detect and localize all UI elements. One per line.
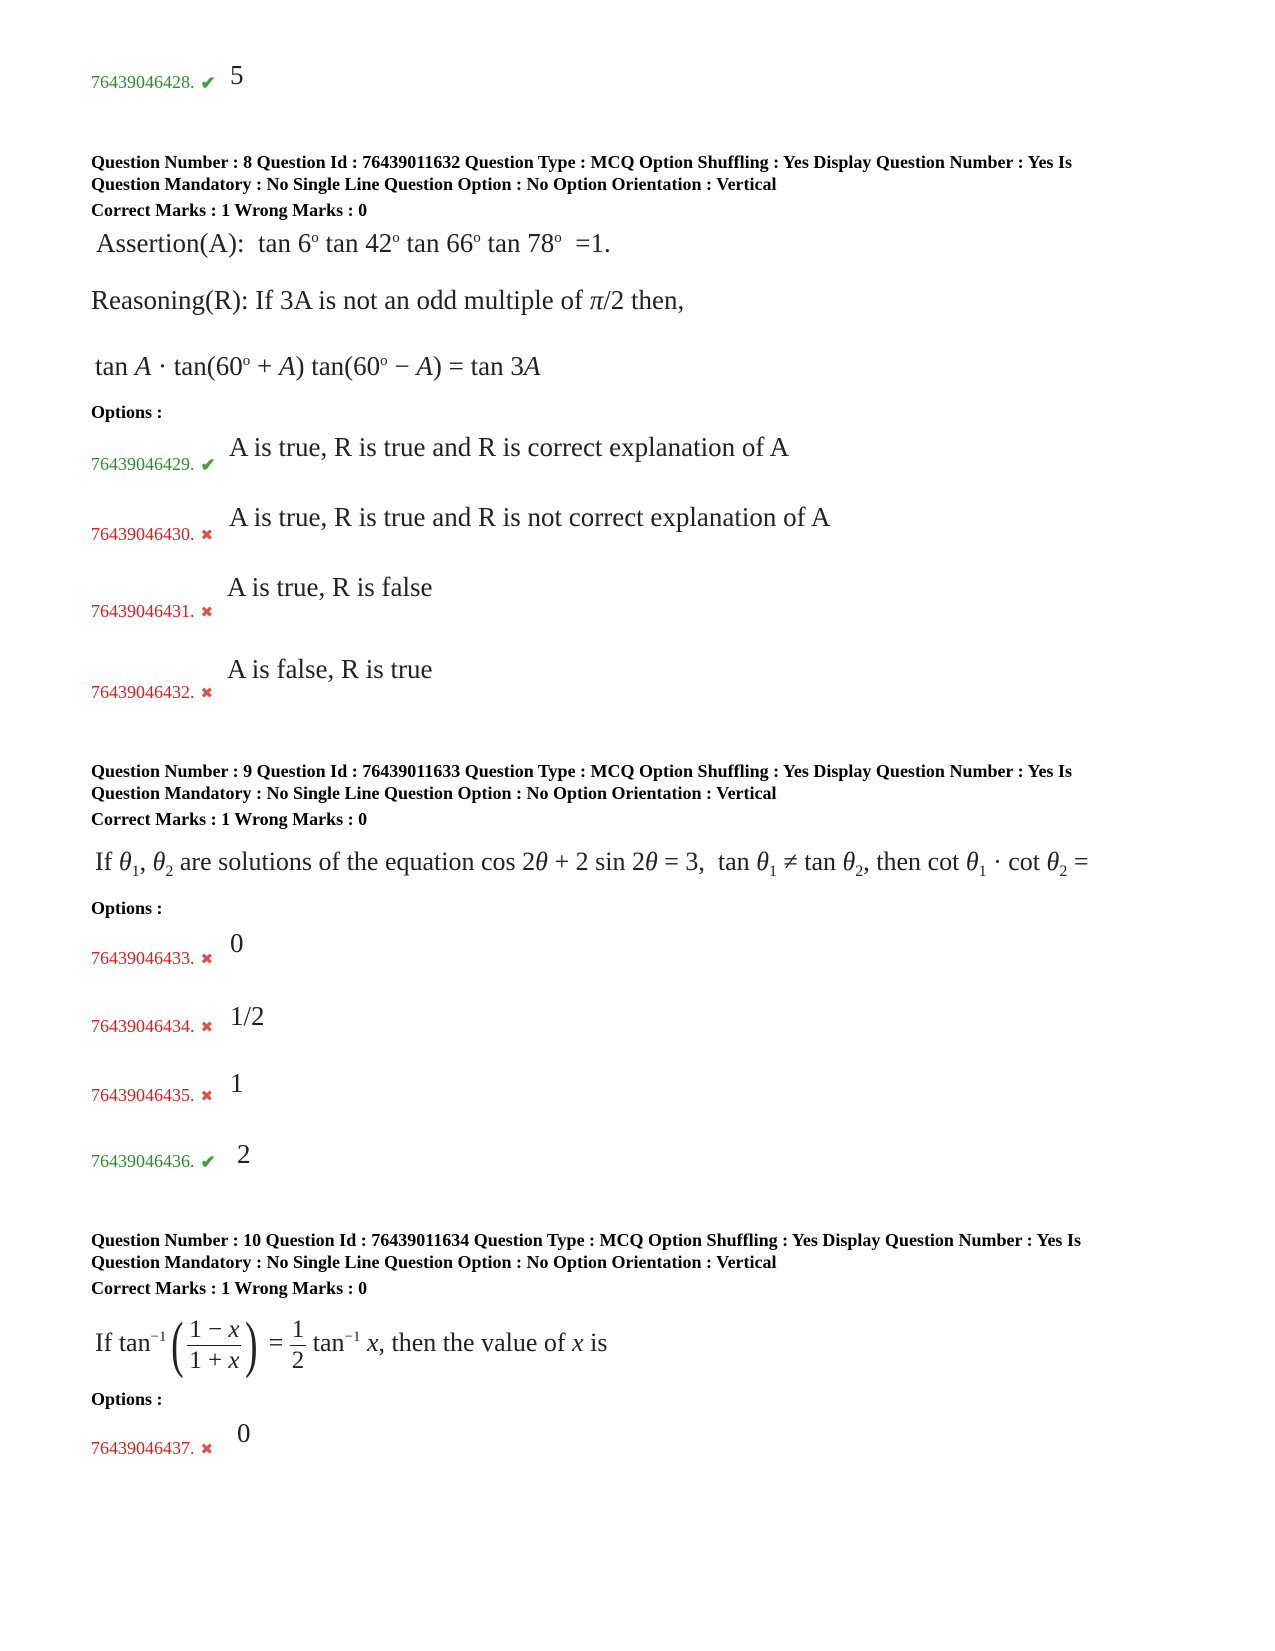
question-meta: Question Number : 8 Question Id : 76439011632 Question Type : MCQ Option Shuffling : Yes Display Question Number : Yes Is Question Mandatory : No Single Line Question Option : No Option Orientation : Vertical Correct Marks : 1 Wrong Marks : 0 — [91, 152, 1072, 220]
option-text: 0 — [230, 928, 244, 958]
reasoning-line: Reasoning(R): If 3A is not an odd multiple of π/2 then, — [91, 285, 685, 315]
option-text: 1/2 — [230, 1001, 265, 1031]
option-id: 76439046430. ✖ — [91, 524, 214, 545]
options-label: Options : — [91, 1389, 163, 1409]
option-text: A is true, R is true and R is not correct explanation of A — [229, 502, 831, 532]
option-id: 76439046429. ✔ — [91, 454, 216, 476]
cross-icon: ✖ — [200, 1442, 214, 1459]
check-icon: ✔ — [200, 1152, 216, 1173]
check-icon: ✔ — [200, 455, 216, 476]
question-text: If $\tan^{-1}$( $\frac{1 - x}{1 + x}$ ) = $\frac{1}{2}$ $\tan^{-1} x$, then the value of x is — [95, 1311, 608, 1380]
option-text: A is true, R is true and R is correct explanation of A — [229, 432, 790, 462]
option-text: 1 — [230, 1068, 244, 1098]
option-text: A is true, R is false — [227, 572, 433, 602]
cross-icon: ✖ — [200, 528, 214, 545]
option-text: 5 — [230, 60, 244, 90]
option-id: 76439046432. ✖ — [91, 682, 214, 703]
option-id: 76439046433. ✖ — [91, 948, 214, 969]
assertion-line: Assertion(A): tan 6$^o$ tan 42$^o$ tan 66$^o$ tan 78$^o$ =1. — [96, 228, 611, 258]
cross-icon: ✖ — [200, 1089, 214, 1106]
question-meta: Question Number : 9 Question Id : 76439011633 Question Type : MCQ Option Shuffling : Yes Display Question Number : Yes Is Question Mandatory : No Single Line Question Option : No Option Orientation : Vertical Correct Marks : 1 Wrong Marks : 0 — [91, 761, 1072, 829]
option-text: A is false, R is true — [227, 654, 433, 684]
options-label: Options : — [91, 402, 163, 422]
option-id: 76439046436. ✔ — [91, 1151, 216, 1173]
reasoning-formula: $\tan A \cdot \tan(60^o + A) \tan(60^o - A) = \tan 3A$ — [95, 351, 541, 381]
option-text: 0 — [237, 1418, 251, 1448]
check-icon: ✔ — [200, 73, 216, 94]
cross-icon: ✖ — [200, 952, 214, 969]
option-text: 2 — [237, 1139, 251, 1169]
option-id: 76439046431. ✖ — [91, 601, 214, 622]
cross-icon: ✖ — [200, 605, 214, 622]
cross-icon: ✖ — [200, 686, 214, 703]
question-meta: Question Number : 10 Question Id : 76439011634 Question Type : MCQ Option Shuffling : Yes Display Question Number : Yes Is Question Mandatory : No Single Line Question Option : No Option Orientation : Vertical Correct Marks : 1 Wrong Marks : 0 — [91, 1230, 1081, 1298]
option-id: 76439046434. ✖ — [91, 1016, 214, 1037]
question-text: If $\theta_1$, $\theta_2$ are solutions of the equation cos 2θ + 2 sin 2θ = 3, $\tan \theta_1 \ne \tan \theta_2$, then $\cot \theta_1 \cdot \cot \theta_2$ = — [95, 847, 1089, 880]
options-label: Options : — [91, 898, 163, 918]
option-id: 76439046437. ✖ — [91, 1438, 214, 1459]
cross-icon: ✖ — [200, 1020, 214, 1037]
option-id: 76439046428. ✔ — [91, 72, 216, 94]
option-id: 76439046435. ✖ — [91, 1085, 214, 1106]
